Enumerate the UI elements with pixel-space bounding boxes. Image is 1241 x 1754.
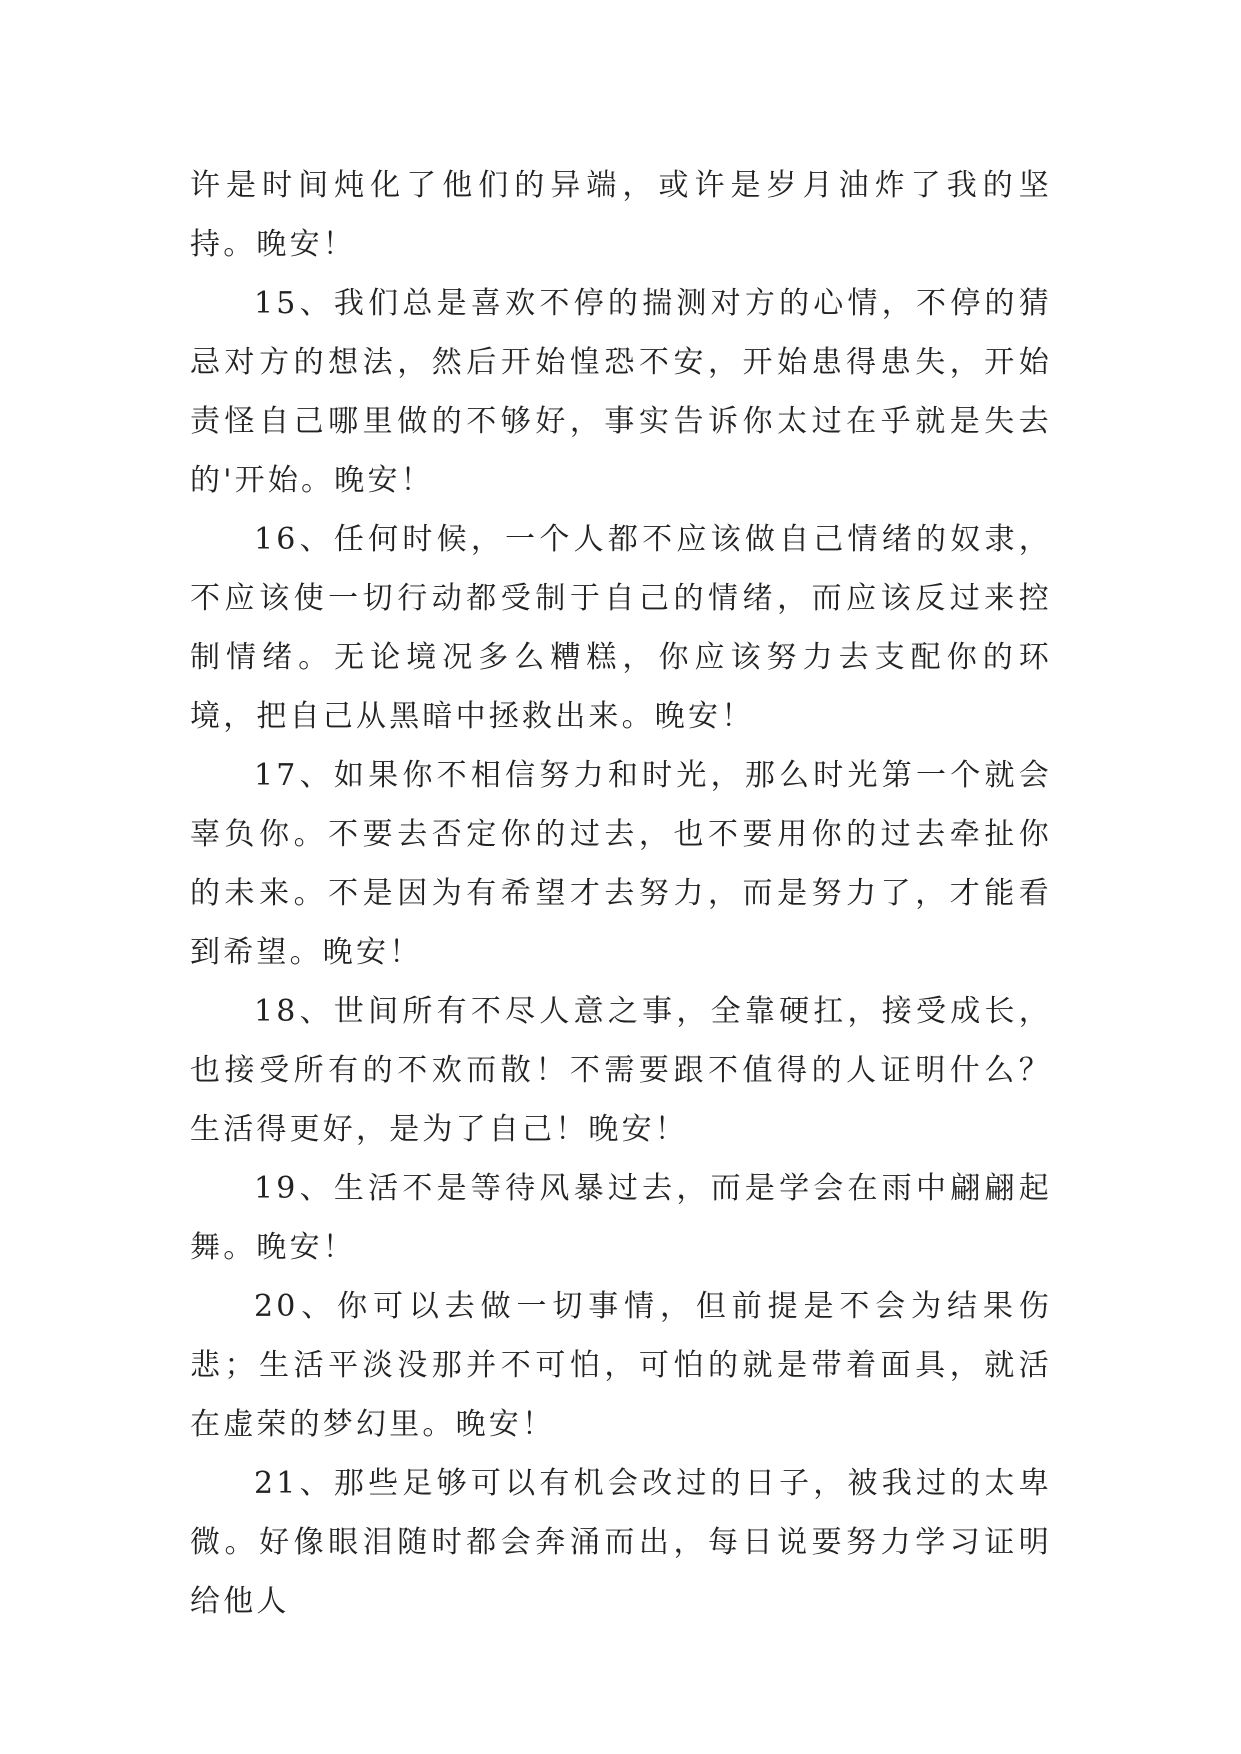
paragraph-20: 20、你可以去做一切事情，但前提是不会为结果伤悲；生活平淡没那并不可怕，可怕的就是带着面具，就活在虚荣的梦幻里。晚安！ — [190, 1289, 1052, 1442]
paragraph-21: 21、那些足够可以有机会改过的日子，被我过的太卑微。好像眼泪随时都会奔涌而出，每日说要努力学习证明给他人 — [190, 1466, 1052, 1619]
paragraph-continued: 许是时间炖化了他们的异端，或许是岁月油炸了我的坚持。晚安！ — [190, 168, 1052, 262]
paragraph-19: 19、生活不是等待风暴过去，而是学会在雨中翩翩起舞。晚安！ — [190, 1171, 1052, 1265]
body-text — [190, 156, 1052, 1631]
paragraph-18: 18、世间所有不尽人意之事，全靠硬扛，接受成长，也接受所有的不欢而散！不需要跟不值得的人证明什么？生活得更好，是为了自己！晚安！ — [190, 994, 1052, 1147]
paragraph-16: 16、任何时候，一个人都不应该做自己情绪的奴隶，不应该使一切行动都受制于自己的情绪，而应该反过来控制情绪。无论境况多么糟糕，你应该努力去支配你的环境，把自己从黑暗中拯救出来。晚安！ — [190, 522, 1052, 734]
paragraph-17: 17、如果你不相信努力和时光，那么时光第一个就会辜负你。不要去否定你的过去，也不要用你的过去牵扯你的未来。不是因为有希望才去努力，而是努力了，才能看到希望。晚安！ — [190, 758, 1052, 970]
paragraph-15: 15、我们总是喜欢不停的揣测对方的心情，不停的猜忌对方的想法，然后开始惶恐不安，开始患得患失，开始责怪自己哪里做的不够好，事实告诉你太过在乎就是失去的'开始。晚安！ — [190, 286, 1052, 498]
